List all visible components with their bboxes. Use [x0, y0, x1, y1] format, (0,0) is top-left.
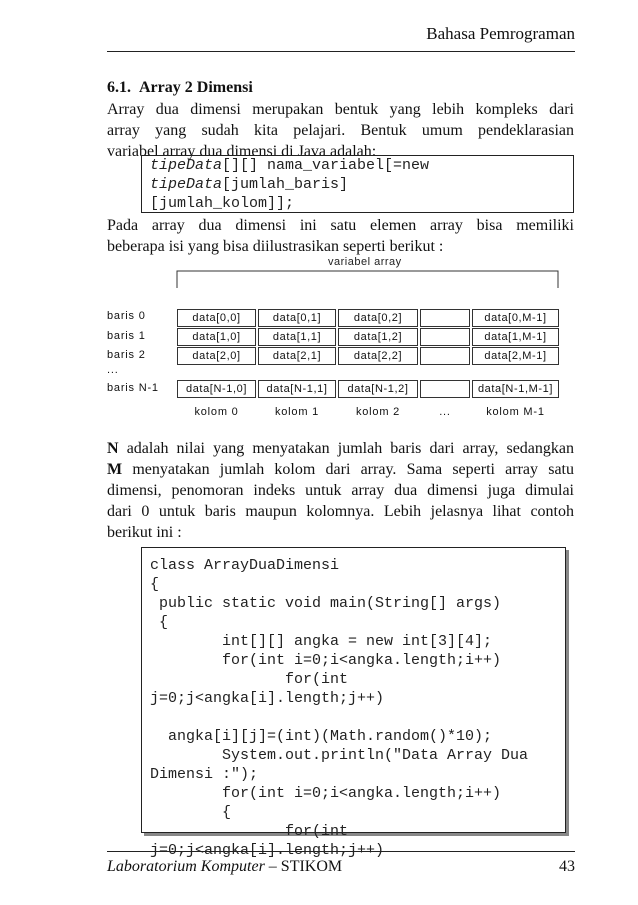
- array-cell: data[1,2]: [338, 328, 418, 346]
- array-cell: data[2,1]: [258, 347, 336, 365]
- array-cell: data[N-1,M-1]: [472, 380, 559, 398]
- array-cell: data[0,1]: [258, 309, 336, 327]
- explain-line: M menyatakan jumlah kolom dari array. Sama seperti array satu: [107, 461, 575, 478]
- explain-line: N adalah nilai yang menyatakan jumlah baris dari array, sedangkan: [107, 440, 574, 457]
- array-cell: data[N-1,0]: [177, 380, 256, 398]
- declaration-line: [jumlah_kolom]];: [150, 195, 295, 212]
- footer-lab-name: Laboratorium Komputer – STIKOM: [107, 858, 343, 875]
- row-label: baris 0: [107, 310, 146, 322]
- code-line: public static void main(String[] args): [150, 595, 502, 612]
- code-line: {: [150, 614, 169, 631]
- column-label: kolom 2: [355, 406, 401, 418]
- array-cell: data[2,M-1]: [472, 347, 559, 365]
- column-label: kolom 1: [274, 406, 320, 418]
- array-cell: data[0,M-1]: [472, 309, 559, 327]
- array-cell: data[N-1,1]: [258, 380, 336, 398]
- code-line: for(int i=0;i<angka.length;i++): [150, 785, 502, 802]
- section-heading: [107, 79, 253, 97]
- array-cell: [420, 347, 470, 365]
- example-code-box: [141, 547, 566, 859]
- intro-line: array yang sudah kita pelajari. Bentuk umum pendeklarasian: [107, 122, 574, 139]
- row-label: baris N-1: [107, 382, 159, 394]
- code-line: System.out.println("Data Array Dua: [150, 747, 529, 764]
- array-cell: data[2,2]: [338, 347, 418, 365]
- declaration-line: tipeData[][] nama_variabel[=new: [150, 157, 430, 174]
- array-cell: data[0,0]: [177, 309, 256, 327]
- array-cell: data[1,1]: [258, 328, 336, 346]
- array-cell: [420, 309, 470, 327]
- code-line: Dimensi :");: [150, 766, 259, 783]
- array-cell: data[0,2]: [338, 309, 418, 327]
- code-line: angka[i][j]=(int)(Math.random()*10);: [150, 728, 493, 745]
- explain-paragraph: [107, 438, 574, 543]
- intro-line: Array dua dimensi merupakan bentuk yang lebih kompleks dari: [107, 101, 574, 118]
- header-rule: [107, 51, 575, 52]
- middle-paragraph: [107, 215, 574, 257]
- section-title: Array 2 Dimensi: [139, 79, 253, 96]
- array-cell: data[N-1,2]: [338, 380, 418, 398]
- declaration-line: tipeData[jumlah_baris]: [150, 176, 349, 193]
- header-title: Bahasa Pemrograman: [426, 24, 575, 43]
- column-label: kolom 0: [194, 406, 239, 418]
- intro-paragraph: [107, 99, 574, 162]
- array-cell: data[1,M-1]: [472, 328, 559, 346]
- array-cell: data[1,0]: [177, 328, 256, 346]
- array-cell: [420, 328, 470, 346]
- column-label: ...: [439, 406, 451, 418]
- declaration-code-box: [141, 155, 574, 213]
- explain-line: dimensi, penomoran indeks untuk array dua dimensi juga dimulai: [107, 482, 574, 499]
- code-line: class ArrayDuaDimensi: [150, 557, 340, 574]
- code-line: for(int: [150, 671, 349, 688]
- code-line: int[][] angka = new int[3][4];: [150, 633, 493, 650]
- array-cell: [420, 380, 470, 398]
- footer-rule: [107, 851, 575, 852]
- diagram-caption: variabel array: [328, 256, 402, 268]
- row-label: baris 2: [107, 349, 146, 361]
- code-line: for(int: [150, 823, 349, 840]
- code-line: j=0;j<angka[i].length;j++): [150, 690, 385, 707]
- array-cell: data[2,0]: [177, 347, 256, 365]
- code-line: {: [150, 804, 232, 821]
- middle-line: beberapa isi yang bisa diilustrasikan seperti berikut :: [107, 238, 444, 255]
- column-label: kolom M-1: [486, 406, 545, 418]
- row-label: ...: [107, 364, 119, 376]
- explain-line: dari 0 untuk baris maupun kolomnya. Lebih jelasnya lihat contoh: [107, 503, 574, 520]
- explain-line: berikut ini :: [107, 524, 182, 541]
- intro-line: variabel array dua dimensi di Java adalah:: [107, 143, 377, 160]
- diagram-bracket: [175, 268, 560, 290]
- middle-line: Pada array dua dimensi ini satu elemen array bisa memiliki: [107, 217, 574, 234]
- section-number: 6.1.: [107, 79, 131, 96]
- code-line: j=0;j<angka[i].length;j++): [150, 842, 385, 859]
- code-line: for(int i=0;i<angka.length;i++): [150, 652, 502, 669]
- code-line: [150, 708, 565, 727]
- page-number: 43: [559, 858, 575, 875]
- code-line: {: [150, 576, 160, 593]
- row-label: baris 1: [107, 330, 146, 342]
